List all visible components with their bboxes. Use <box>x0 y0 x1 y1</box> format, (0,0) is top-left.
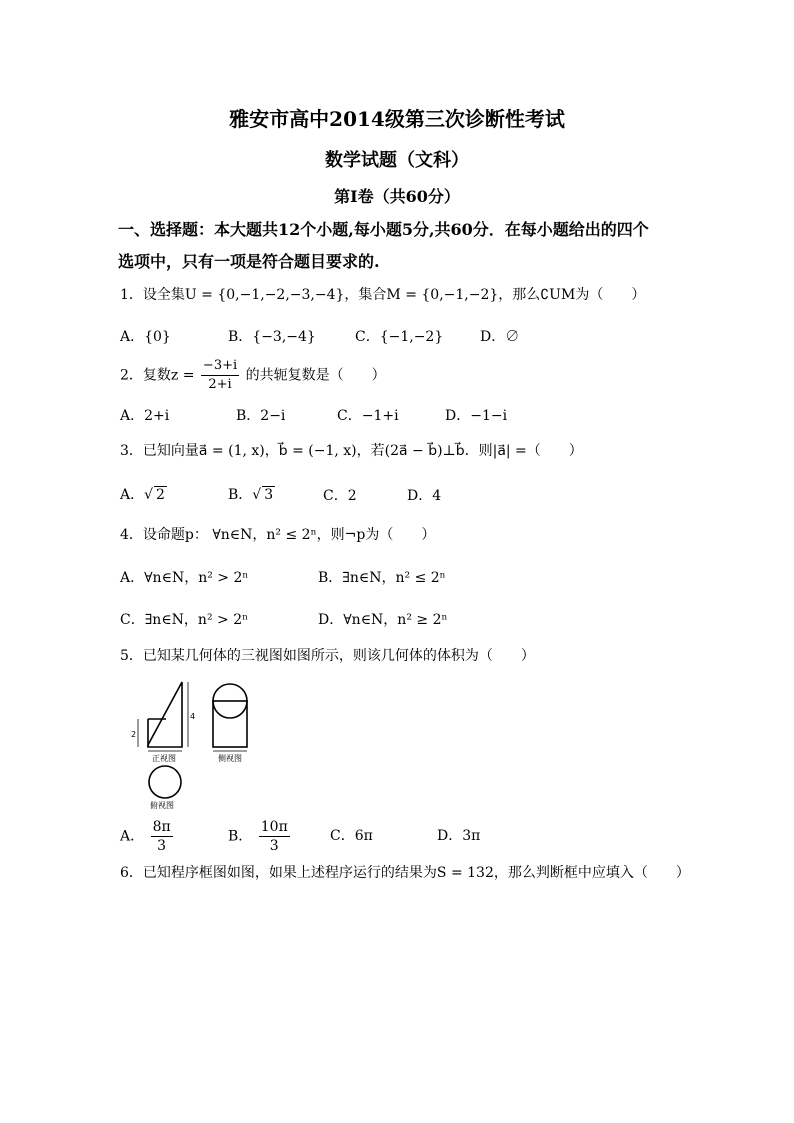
question-3-option-b <box>228 484 275 504</box>
sqrt-symbol-icon: √ <box>252 487 262 503</box>
question-3-option-c: C．2 <box>323 488 357 504</box>
page-subtitle: 数学试题（文科） <box>325 150 469 171</box>
question-4-stem: 4．设命题p： ∀n∈N，n² ≤ 2ⁿ，则¬p为（ ） <box>120 527 436 543</box>
question-5-option-b-denominator: 3 <box>269 838 279 854</box>
question-5-option-d: D．3π <box>437 828 481 844</box>
question-2-stem-post: 的共轭复数是（ ） <box>245 367 386 384</box>
question-2-stem-pre: 2．复数z = <box>120 367 195 384</box>
top-view-label: 俯视图 <box>150 801 174 810</box>
question-3-option-a-label: A． <box>120 487 145 503</box>
question-5-option-b <box>228 818 292 855</box>
question-2-fraction-denominator: 2+i <box>208 377 232 392</box>
question-5-option-b-label: B． <box>228 828 253 845</box>
question-4-option-d: D．∀n∈N，n² ≥ 2ⁿ <box>318 612 448 628</box>
question-1-option-c: C．{−1,−2} <box>355 329 444 345</box>
question-2-fraction <box>201 357 239 394</box>
question-3-option-b-value: 3 <box>264 487 274 503</box>
sqrt-symbol-icon: √ <box>144 487 154 503</box>
page-title: 雅安市高中2014级第三次诊断性考试 <box>229 107 565 131</box>
section-intro-line2: 选项中，只有一项是符合题目要求的. <box>118 252 380 271</box>
question-2-fraction-numerator: −3+i <box>201 357 239 376</box>
question-5-option-a-numerator: 8π <box>152 819 171 835</box>
question-3-option-a <box>120 484 167 504</box>
side-view-label: 侧视图 <box>218 754 242 763</box>
front-view-label: 正视图 <box>152 754 176 763</box>
question-1-option-d: D．∅ <box>480 329 520 345</box>
question-5-option-b-fraction <box>259 818 290 855</box>
part-heading: 第Ⅰ卷（共60分） <box>334 187 460 206</box>
question-4-option-c: C．∃n∈N，n² > 2ⁿ <box>120 612 249 628</box>
front-view-shape <box>148 682 182 747</box>
question-5-option-a-denominator: 3 <box>157 838 167 854</box>
question-3-option-a-value: 2 <box>156 487 165 503</box>
question-2-option-b: B．2−i <box>236 408 286 424</box>
side-view-shape <box>213 684 247 747</box>
section-intro-line1: 一、选择题：本大题共12个小题,每小题5分,共60分．在每小题给出的四个 <box>118 220 649 239</box>
question-4-option-b: B．∃n∈N，n² ≤ 2ⁿ <box>318 570 446 586</box>
question-1-option-a: A．{0} <box>120 329 171 345</box>
top-view-shape <box>149 766 181 798</box>
three-view-figure <box>130 675 270 810</box>
question-2-option-a: A．2+i <box>120 408 170 424</box>
question-3-stem: 3．已知向量a⃗ = (1, x)，b⃗ = (−1, x)，若(2a⃗ − b⃗)⊥b⃗．则|a⃗| =（ ） <box>120 443 583 459</box>
question-2-stem <box>120 357 386 394</box>
question-5-option-a <box>120 818 175 855</box>
question-2-option-c: C．−1+i <box>337 408 399 424</box>
question-3-option-d: D．4 <box>407 488 442 504</box>
question-5-option-a-fraction <box>151 818 173 855</box>
dimension-2-label: 2 <box>131 730 137 739</box>
question-5-stem: 5．已知某几何体的三视图如图所示，则该几何体的体积为（ ） <box>120 648 535 664</box>
question-2-option-d: D．−1−i <box>445 408 508 424</box>
question-3-option-b-label: B． <box>228 487 253 503</box>
question-1-stem: 1．设全集U = {0,−1,−2,−3,−4}，集合M = {0,−1,−2}，那么∁UM为（ ） <box>120 287 646 303</box>
question-6-stem: 6．已知程序框图如图，如果上述程序运行的结果为S = 132，那么判断框中应填入（ ） <box>120 865 690 881</box>
dimension-4-label: 4 <box>190 712 196 721</box>
question-4-option-a: A．∀n∈N，n² > 2ⁿ <box>120 570 249 586</box>
question-5-option-a-label: A． <box>120 828 145 845</box>
question-1-option-b: B．{−3,−4} <box>228 329 316 345</box>
question-5-option-c: C．6π <box>330 828 373 844</box>
question-5-option-b-numerator: 10π <box>260 819 288 835</box>
